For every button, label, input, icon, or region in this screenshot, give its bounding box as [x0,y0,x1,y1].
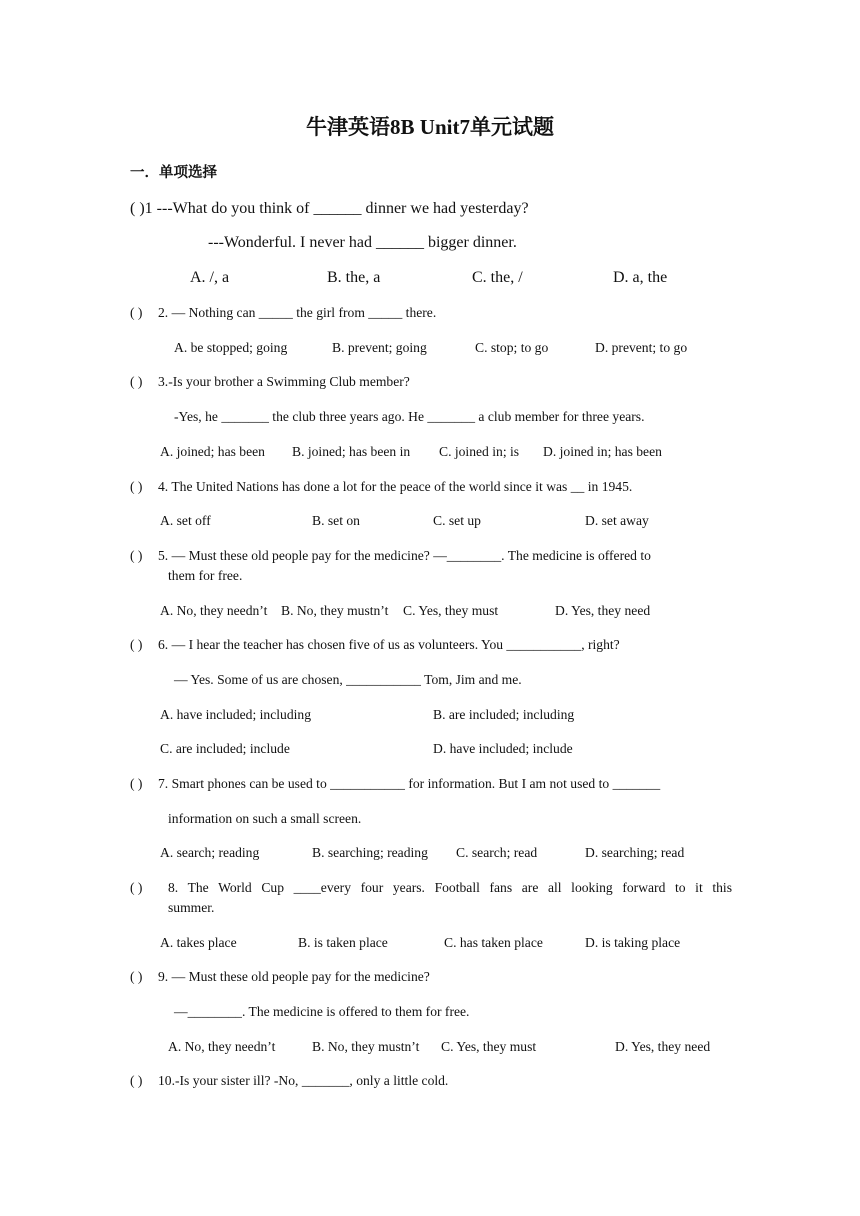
question-4-option-c: C. set up [433,513,481,528]
question-7-stem: 7. Smart phones can be used to ___________ for information. But I am not used to _______ [158,776,661,791]
question-6-option-c: C. are included; include [160,741,290,756]
question-7-option-c: C. search; read [456,845,538,860]
question-8-option-d: D. is taking place [585,935,681,950]
question-4-option-a: A. set off [160,513,211,528]
question-2-option-b: B. prevent; going [332,340,427,355]
question-6-option-a: A. have included; including [160,707,312,722]
question-7-option-a: A. search; reading [160,845,260,860]
question-7-option-b: B. searching; reading [312,845,428,860]
question-3-option-b: B. joined; has been in [292,444,411,459]
question-3-option-d: D. joined in; has been [543,444,662,459]
question-1-option-a: A. /, a [190,269,230,286]
question-7-stem-continued: information on such a small screen. [168,811,362,826]
question-9-stem: 9. — Must these old people pay for the medicine? [158,969,430,984]
question-5-option-d: D. Yes, they need [555,603,651,618]
question-5-option-b: B. No, they mustn’t [281,603,389,618]
question-6-stem: 6. — I hear the teacher has chosen five of us as volunteers. You ___________, right? [158,637,620,652]
question-1-stem: ( )1 ---What do you think of ______ dinner we had yesterday? [130,200,529,217]
question-8-stem-continued: summer. [168,900,215,915]
question-5-option-a: A. No, they needn’t [160,603,268,618]
question-1-reply: ---Wonderful. I never had ______ bigger dinner. [208,234,517,251]
question-8-stem: 8. The World Cup ____every four years. Football fans are all looking forward to it this [168,880,732,895]
question-9-option-a: A. No, they needn’t [168,1039,276,1054]
question-9-option-b: B. No, they mustn’t [312,1039,420,1054]
question-8-paren: ( ) [130,880,143,895]
question-6-paren: ( ) [130,637,143,652]
question-1-option-b: B. the, a [327,269,381,286]
question-10-paren: ( ) [130,1073,143,1088]
question-4-stem: 4. The United Nations has done a lot for the peace of the world since it was __ in 1945. [158,479,633,494]
question-1-option-c: C. the, / [472,269,523,286]
question-6-reply: — Yes. Some of us are chosen, ___________ Tom, Jim and me. [174,672,522,687]
question-10-stem: 10.-Is your sister ill? -No, _______, only a little cold. [158,1073,449,1088]
question-3-reply: -Yes, he _______ the club three years ago. He _______ a club member for three years. [174,409,645,424]
question-4-paren: ( ) [130,479,143,494]
question-9-option-c: C. Yes, they must [441,1039,537,1054]
question-7-option-d: D. searching; read [585,845,685,860]
question-3-option-c: C. joined in; is [439,444,520,459]
question-7-paren: ( ) [130,776,143,791]
question-4-option-d: D. set away [585,513,649,528]
question-9-option-d: D. Yes, they need [615,1039,711,1054]
question-1-option-d: D. a, the [613,269,668,286]
question-4-option-b: B. set on [312,513,360,528]
question-3-option-a: A. joined; has been [160,444,265,459]
page-title: 牛津英语8B Unit7单元试题 [306,115,554,139]
question-2-option-d: D. prevent; to go [595,340,688,355]
question-2-stem: 2. — Nothing can _____ the girl from _____ there. [158,305,437,320]
question-2-option-c: C. stop; to go [475,340,549,355]
question-9-reply: —________. The medicine is offered to them for free. [174,1004,470,1019]
question-5-stem: 5. — Must these old people pay for the medicine? —________. The medicine is offered to [158,548,651,563]
question-8-option-c: C. has taken place [444,935,543,950]
question-5-option-c: C. Yes, they must [403,603,499,618]
question-9-paren: ( ) [130,969,143,984]
question-6-option-b: B. are included; including [433,707,575,722]
question-6-option-d: D. have included; include [433,741,573,756]
question-3-paren: ( ) [130,374,143,389]
section-heading: 一．单项选择 [130,165,217,181]
question-5-paren: ( ) [130,548,143,563]
question-2-paren: ( ) [130,305,143,320]
question-2-option-a: A. be stopped; going [174,340,288,355]
question-8-option-a: A. takes place [160,935,237,950]
question-3-stem: 3.-Is your brother a Swimming Club member? [158,374,410,389]
question-5-stem-continued: them for free. [168,568,243,583]
question-8-option-b: B. is taken place [298,935,388,950]
